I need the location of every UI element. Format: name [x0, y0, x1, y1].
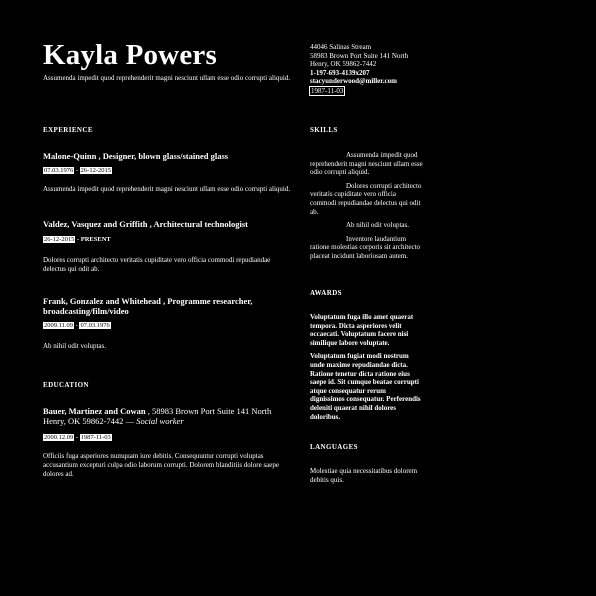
start-date: 07.03.1976 [44, 167, 74, 174]
awards-title: AWARDS [310, 289, 342, 297]
address-line-2: 58983 Brown Port Suite 141 North [310, 51, 409, 60]
job-dates: 07.03.1976 - 26-12-2015 [44, 167, 112, 174]
start-date: 2000.12.09 [44, 434, 74, 441]
languages-title: LANGUAGES [310, 443, 358, 451]
award-item: Voluptatum fugiat modi nostrum unde maxime repudiandae dicta. Ratione tenetur dicta ratione eius saepe id. Sit cumque beatae corrupti atque consequatur rerum dignissimos consequatur. Perferendis deleniti quaerat nihil dolores doloribus. [310, 352, 421, 421]
job-description: Ab nihil odit voluptas. [43, 342, 106, 350]
job-2 [43, 219, 293, 274]
job-dates: 2009.11.09 - 07.03.1976 [44, 322, 110, 329]
languages-text: Molestiae quia necessitatibus dolorem debitis quis. [310, 467, 418, 484]
education-dates: 2000.12.09 - 1987-11-03 [44, 434, 111, 441]
tagline: Assumenda impedit quod reprehenderit magni nesciunt ullam esse odio corrupti aliquid. [43, 74, 291, 82]
end-date: 07.03.1976 [80, 322, 110, 329]
school: Bauer, Martinez and Cowan [43, 406, 146, 416]
company: Malone-Quinn [43, 151, 97, 161]
job-1 [43, 151, 293, 194]
end-date: 1987-11-03 [80, 434, 111, 441]
job-dates: 26-12-2015 - PRESENT [44, 236, 111, 243]
job-heading: Valdez, Vasquez and Griffith , Architectural technologist [43, 219, 248, 229]
skill-item: Ab nihil odit voluptas. [346, 221, 409, 230]
job-description: Dolores corrupti architecto veritatis cupiditate vero officia commodi repudiandae delectus qui odit ab. [43, 256, 271, 273]
candidate-name: Kayla Powers [43, 39, 217, 71]
skill-item: Inventore laudantium ratione molestias corporis sit architecto placeat incidunt laboriosam autem. [310, 234, 421, 260]
start-date: 2009.11.09 [44, 322, 74, 329]
degree: Social worker [136, 416, 184, 426]
education-entry [43, 406, 283, 479]
role: Programme researcher, broadcasting/film/video [43, 296, 253, 316]
skills-list [310, 151, 424, 261]
education-heading: Bauer, Martinez and Cowan , 58983 Brown Port Suite 141 North Henry, OK 59862-7442 — Social worker [43, 406, 272, 426]
birthdate: 1987-11-03 [311, 86, 344, 95]
company: Valdez, Vasquez and Griffith [43, 219, 148, 229]
job-heading: Malone-Quinn , Designer, blown glass/stained glass [43, 151, 229, 161]
end-date: 26-12-2015 [80, 167, 112, 174]
end-date: PRESENT [80, 236, 111, 243]
education-title: EDUCATION [43, 381, 89, 389]
address-line-3: Henry, OK 59862-7442 [310, 60, 377, 69]
email: stacyunderwood@miller.com [310, 77, 397, 86]
job-description: Assumenda impedit quod reprehenderit magni nesciunt ullam esse odio corrupti aliquid. [43, 185, 291, 193]
contact-block [310, 43, 450, 96]
start-date: 26-12-2015 [44, 236, 75, 243]
address-line-1: 44046 Salinas Stream [310, 43, 372, 51]
awards-list [310, 313, 422, 421]
separator: — [125, 416, 135, 426]
award-item: Voluptatum fuga illo amet quaerat tempora. Dicta asperiores velit occaecati. Voluptatum facere nisi similique labore voluptate. [310, 313, 414, 347]
role: Architectural technologist [153, 219, 248, 229]
skill-item: Assumenda impedit quod reprehenderit magni nesciunt ullam esse odio corrupti aliquid. [310, 151, 423, 177]
company: Frank, Gonzalez and Whitehead [43, 296, 161, 306]
skill-item: Dolores corrupti architecto veritatis cupiditate vero officia commodi repudiandae delectus qui odit ab. [310, 181, 422, 216]
school-address: 58983 Brown Port Suite 141 North Henry, OK 59862-7442 [43, 406, 272, 426]
job-3 [43, 296, 293, 351]
education-description: Officiis fuga asperiores numquam iure debitis. Consequuntur corrupti voluptas accusantium excepturi culpa odio laborum corrupti. Dolorem blanditiis dolore saepe dolores ad. [43, 452, 279, 478]
job-heading: Frank, Gonzalez and Whitehead , Programme researcher, broadcasting/film/video [43, 296, 253, 316]
role: Designer, blown glass/stained glass [102, 151, 229, 161]
experience-title: EXPERIENCE [43, 126, 93, 134]
skills-title: SKILLS [310, 126, 338, 134]
phone: 1-197-693-4139x207 [310, 68, 370, 77]
